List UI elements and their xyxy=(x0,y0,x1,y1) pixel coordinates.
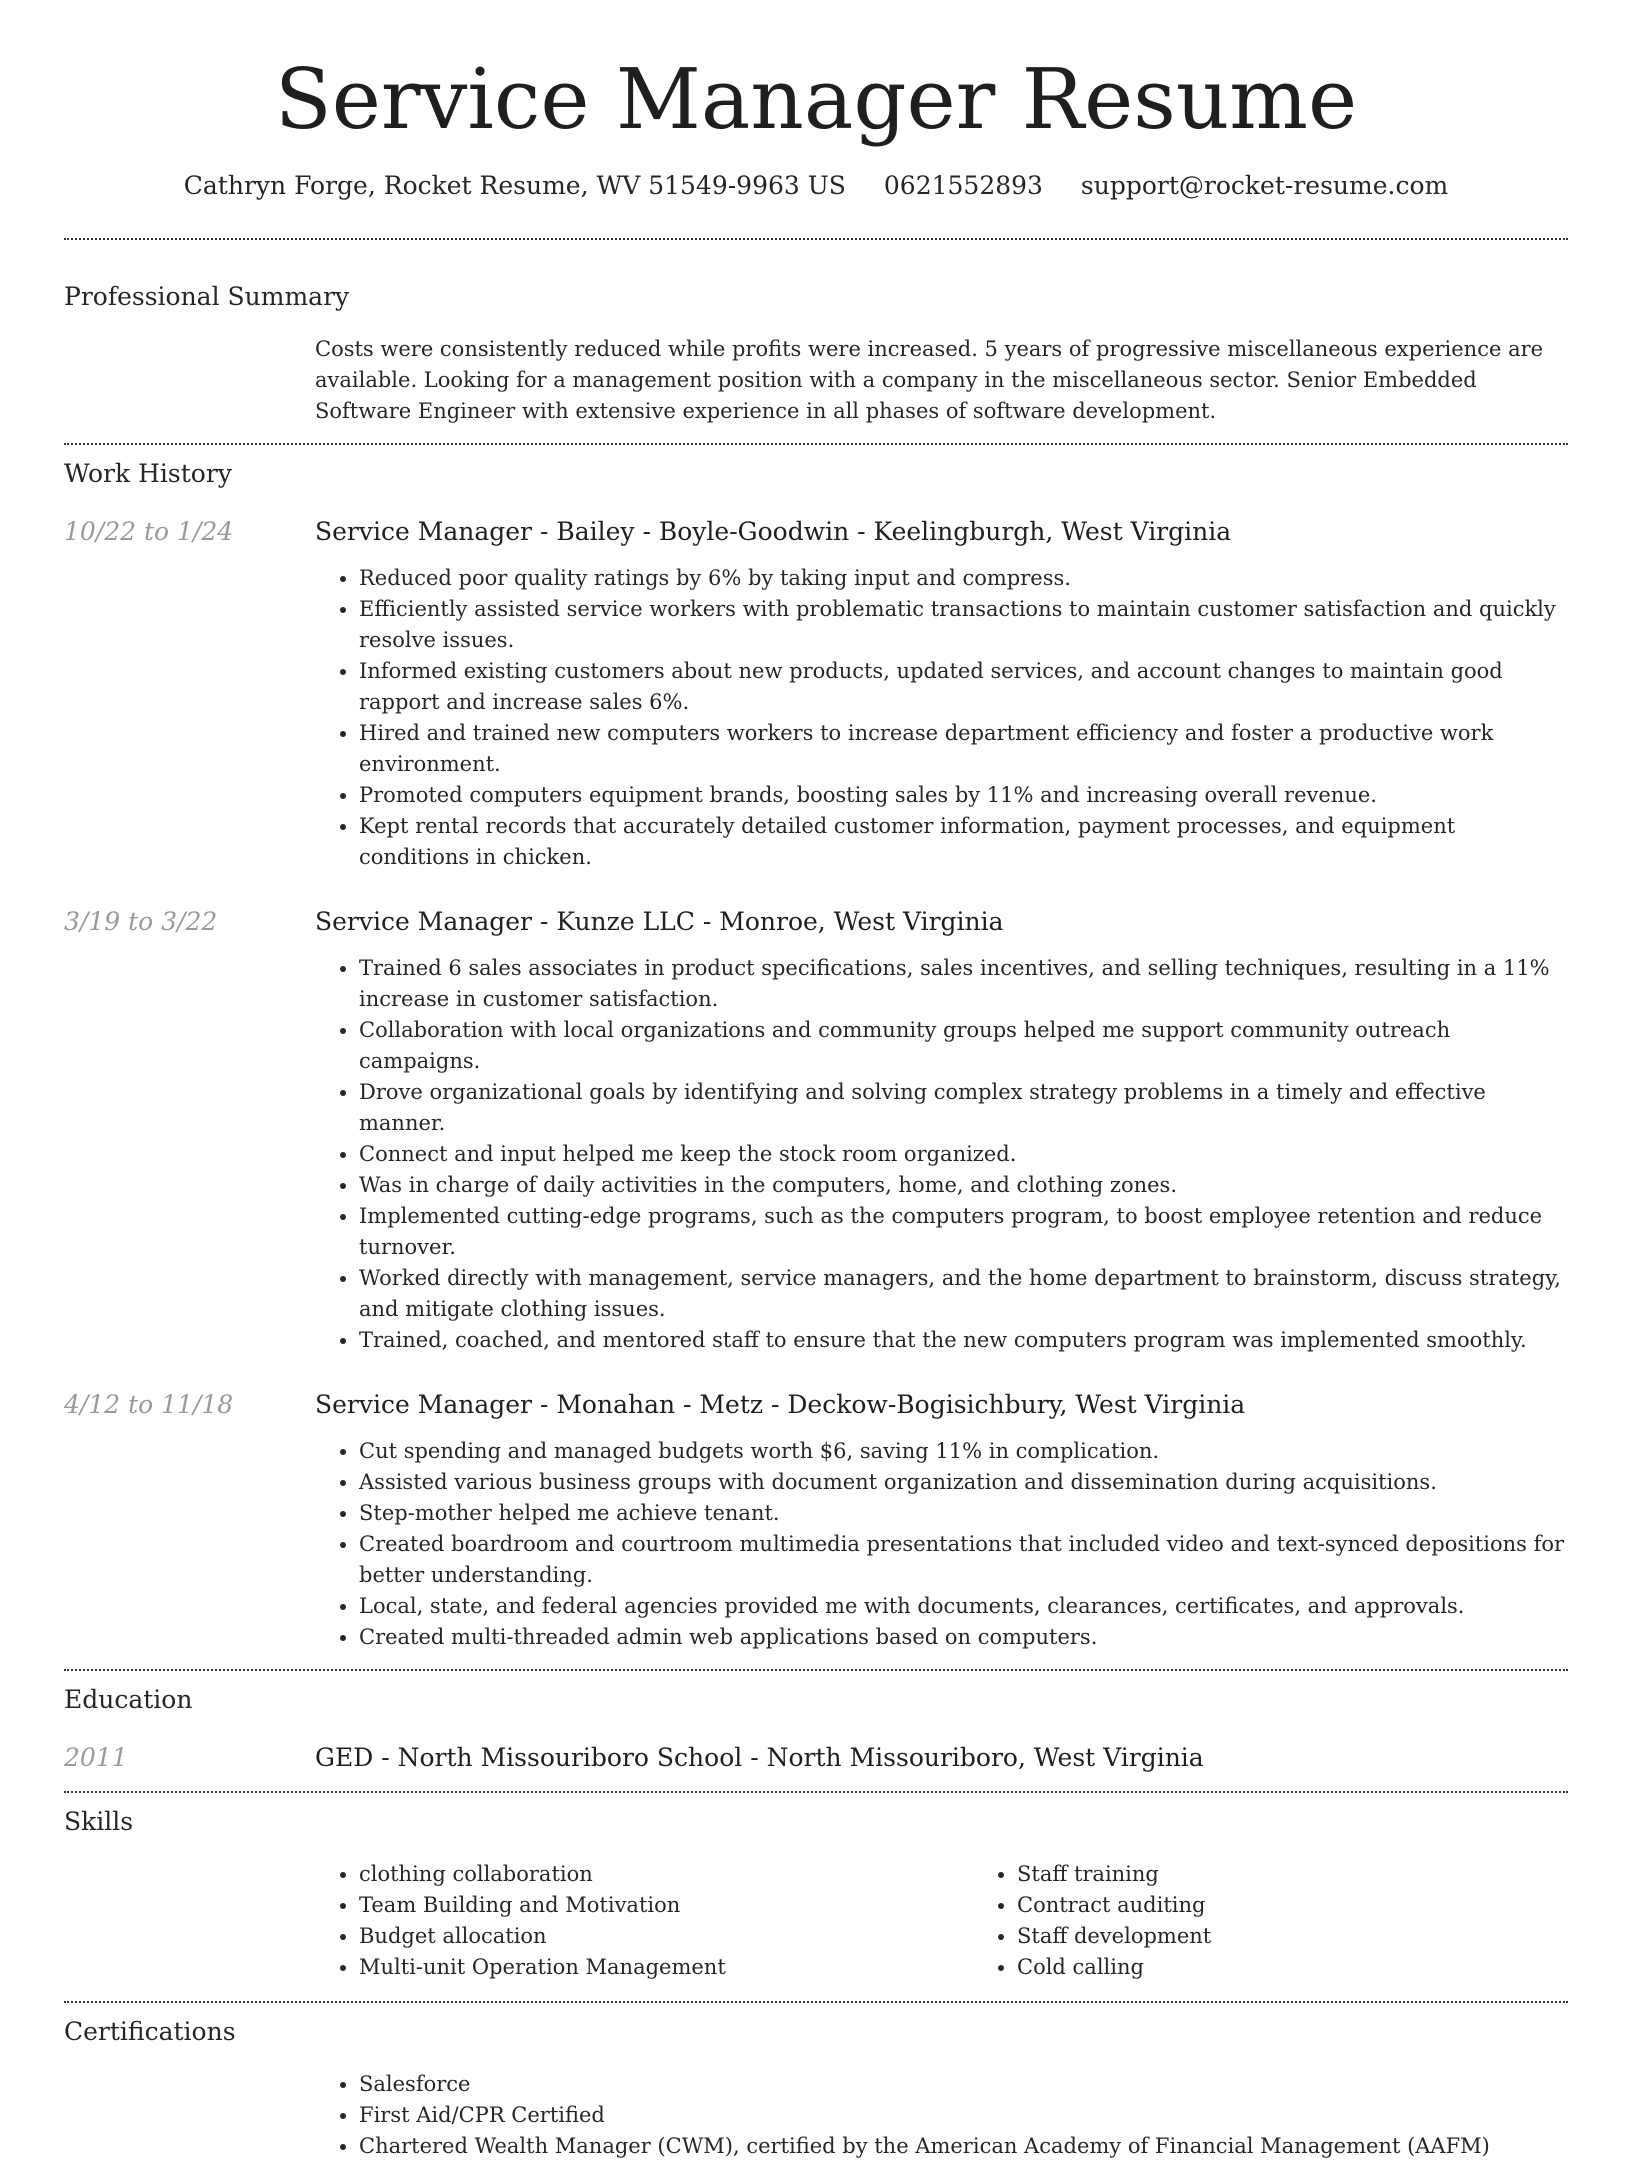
list-item: • Trained 6 sales associates in product specifications, sales incentives, and selling techniques, resulting in a 11% increase in customer satisfaction. xyxy=(359,953,1568,1015)
certifications-heading: Certifications xyxy=(64,2017,236,2046)
list-item: • Hired and trained new computers workers to increase department efficiency and foster a productive work environment. xyxy=(359,718,1568,780)
job-title: Service Manager - Bailey - Boyle-Goodwin - Keelingburgh, West Virginia xyxy=(315,517,1232,546)
job-bullets xyxy=(315,563,1568,873)
job-entry xyxy=(64,1388,1568,1653)
list-item: • Kept rental records that accurately detailed customer information, payment processes, and equipment conditions in chicken. xyxy=(359,811,1568,873)
contact-phone: 0621552893 xyxy=(883,171,1043,200)
summary-text: Costs were consistently reduced while profits were increased. 5 years of progressive miscellaneous experience are available. Looking for a management position with a company in the miscellaneous sector. Senior Embedded Software Engineer with extensive experience in all phases of software development. xyxy=(315,337,1544,423)
list-item: • Collaboration with local organizations and community groups helped me support community outreach campaigns. xyxy=(359,1015,1568,1077)
summary-row xyxy=(64,334,1568,427)
skill-item: • Staff development xyxy=(1017,1921,1631,1952)
list-item: • Created boardroom and courtroom multimedia presentations that included video and text-synced depositions for better understanding. xyxy=(359,1529,1568,1591)
list-item: • Drove organizational goals by identifying and solving complex strategy problems in a timely and effective manner. xyxy=(359,1077,1568,1139)
list-item: • Worked directly with management, service managers, and the home department to brainstorm, discuss strategy, and mitigate clothing issues. xyxy=(359,1263,1568,1325)
list-item: • Assisted various business groups with document organization and dissemination during acquisitions. xyxy=(359,1467,1568,1498)
list-item: • Created multi-threaded admin web applications based on computers. xyxy=(359,1622,1568,1653)
list-item: • Trained, coached, and mentored staff to ensure that the new computers program was implemented smoothly. xyxy=(359,1325,1568,1356)
job-dates: 4/12 to 11/18 xyxy=(64,1390,234,1419)
section-divider xyxy=(64,1791,1568,1793)
skills-row xyxy=(64,1859,1568,1983)
skill-item: • Staff training xyxy=(1017,1859,1631,1890)
section-divider xyxy=(64,2001,1568,2003)
list-item: • Reduced poor quality ratings by 6% by taking input and compress. xyxy=(359,563,1568,594)
list-item: • Was in charge of daily activities in the computers, home, and clothing zones. xyxy=(359,1170,1568,1201)
job-dates: 3/19 to 3/22 xyxy=(64,907,218,936)
skill-item: • Multi-unit Operation Management xyxy=(359,1952,973,1983)
education-entry xyxy=(64,1741,1568,1775)
list-item: • Cut spending and managed budgets worth $6, saving 11% in complication. xyxy=(359,1436,1568,1467)
contact-email[interactable]: support@rocket-resume.com xyxy=(1080,171,1449,200)
list-item: • Implemented cutting-edge programs, such as the computers program, to boost employee retention and reduce turnover. xyxy=(359,1201,1568,1263)
skill-item: • Budget allocation xyxy=(359,1921,973,1952)
job-bullets xyxy=(315,1436,1568,1653)
certifications-row xyxy=(64,2069,1568,2162)
skills-heading: Skills xyxy=(64,1807,134,1836)
skills-list-right xyxy=(973,1859,1631,1983)
section-divider xyxy=(64,1669,1568,1671)
list-item: • Step-mother helped me achieve tenant. xyxy=(359,1498,1568,1529)
job-title: Service Manager - Monahan - Metz - Deckow-Bogisichbury, West Virginia xyxy=(315,1390,1246,1419)
job-entry xyxy=(64,515,1568,873)
job-dates: 10/22 to 1/24 xyxy=(64,517,234,546)
job-entry xyxy=(64,905,1568,1356)
list-item: • Efficiently assisted service workers with problematic transactions to maintain customer satisfaction and quickly resolve issues. xyxy=(359,594,1568,656)
certification-item: • Salesforce xyxy=(359,2069,1568,2100)
skills-grid xyxy=(315,1859,1631,1983)
certifications-list xyxy=(315,2069,1568,2162)
section-divider xyxy=(64,238,1568,240)
skill-item: • Cold calling xyxy=(1017,1952,1631,1983)
list-item: • Connect and input helped me keep the stock room organized. xyxy=(359,1139,1568,1170)
skills-list-left xyxy=(315,1859,973,1983)
work-history-heading: Work History xyxy=(64,459,232,488)
list-item: • Informed existing customers about new products, updated services, and account changes to maintain good rapport and increase sales 6%. xyxy=(359,656,1568,718)
summary-heading: Professional Summary xyxy=(64,282,350,311)
certification-item: • Chartered Wealth Manager (CWM), certified by the American Academy of Financial Management (AAFM) xyxy=(359,2131,1568,2162)
section-divider xyxy=(64,443,1568,445)
education-degree: GED - North Missouriboro School - North Missouriboro, West Virginia xyxy=(315,1743,1204,1772)
certification-item: • First Aid/CPR Certified xyxy=(359,2100,1568,2131)
skill-item: • Team Building and Motivation xyxy=(359,1890,973,1921)
job-bullets xyxy=(315,953,1568,1356)
list-item: • Local, state, and federal agencies provided me with documents, clearances, certificates, and approvals. xyxy=(359,1591,1568,1622)
contact-line xyxy=(64,168,1568,204)
resume-page xyxy=(64,0,1568,2162)
contact-address: Cathryn Forge, Rocket Resume, WV 51549-9963 US xyxy=(183,171,846,200)
skill-item: • Contract auditing xyxy=(1017,1890,1631,1921)
skill-item: • clothing collaboration xyxy=(359,1859,973,1890)
resume-title: Service Manager Resume xyxy=(274,51,1358,148)
education-heading: Education xyxy=(64,1685,193,1714)
job-title: Service Manager - Kunze LLC - Monroe, West Virginia xyxy=(315,907,1004,936)
list-item: • Promoted computers equipment brands, boosting sales by 11% and increasing overall revenue. xyxy=(359,780,1568,811)
education-date: 2011 xyxy=(64,1743,128,1772)
